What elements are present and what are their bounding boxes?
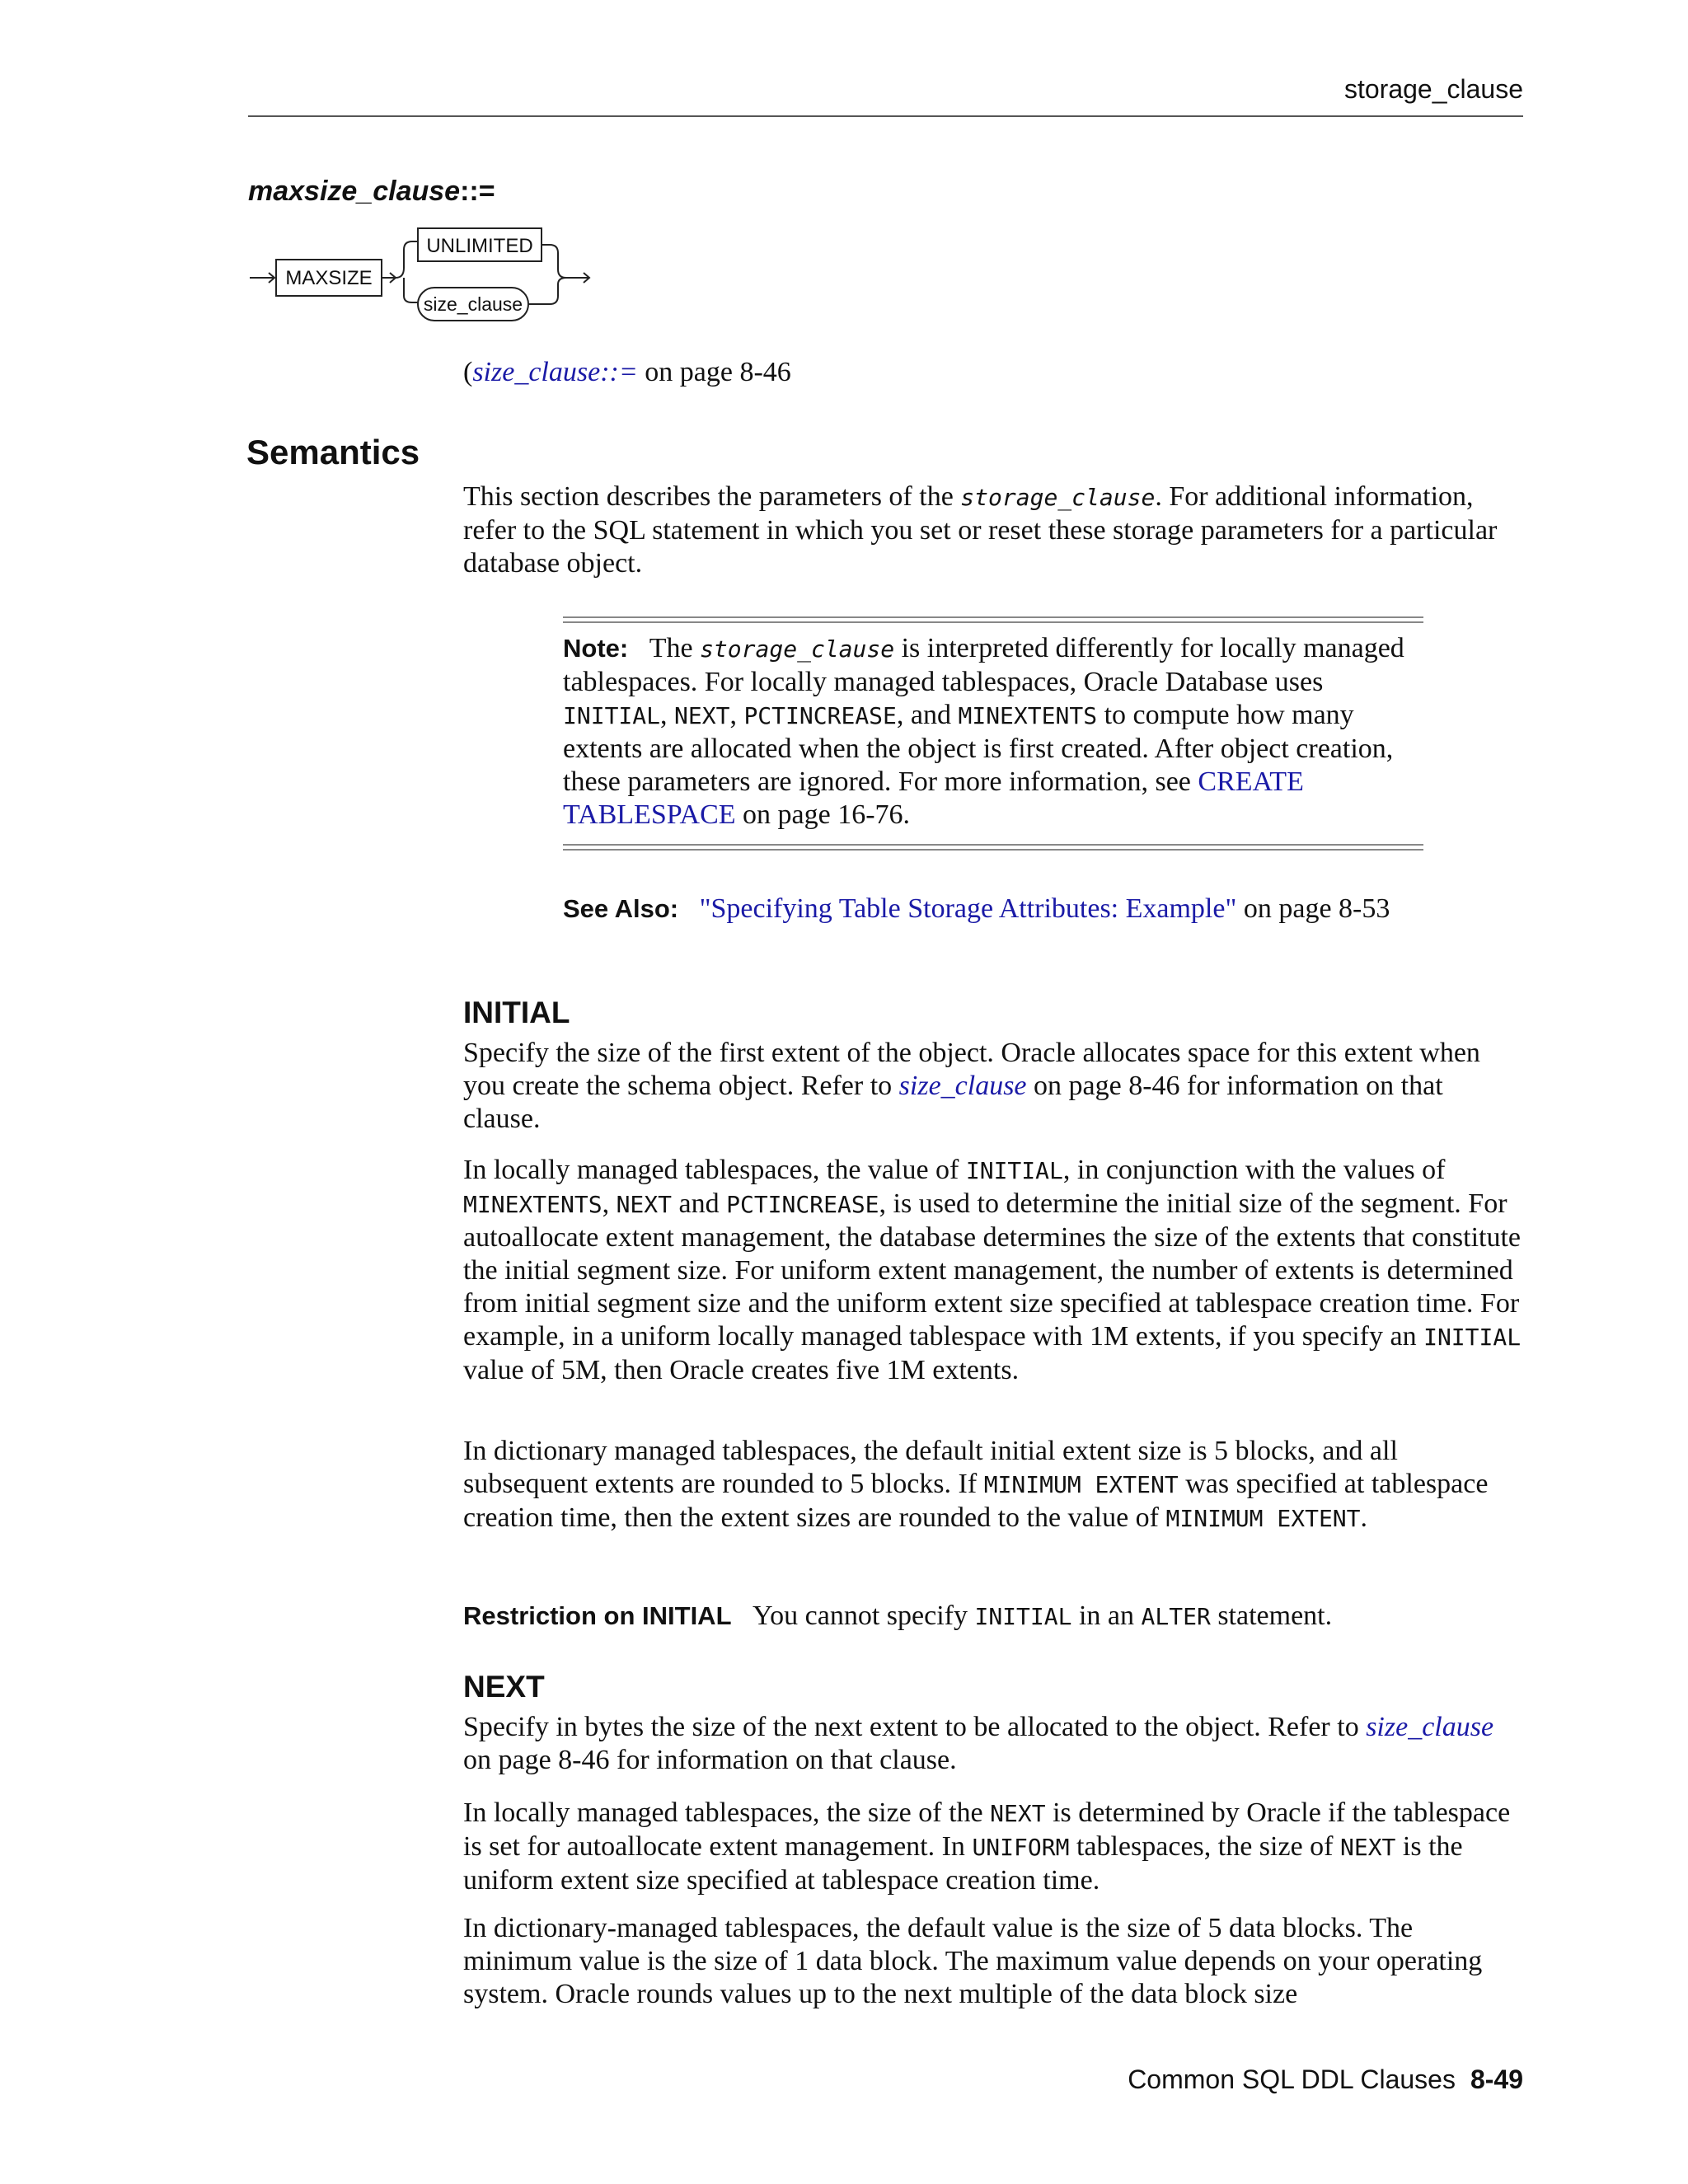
create-tablespace-link[interactable]: CREATE TABLESPACE [563,766,1304,830]
initial-p2-text-d: value of 5M, then Oracle creates five 1M extents. [463,1355,1020,1385]
next-heading: NEXT [463,1670,545,1704]
size-clause-nonterminal: size_clause [423,293,523,315]
initial-paragraph-3 [463,1435,1526,1535]
unlimited-keyword: UNLIMITED [426,235,533,257]
initial-p2-code-initial: INITIAL [965,1157,1063,1184]
grammar-cross-reference [463,357,791,388]
see-also-label: See Also: [563,894,679,923]
restriction-code-initial: INITIAL [974,1603,1072,1630]
next-paragraph-2 [463,1797,1526,1897]
xref-open-paren: ( [463,357,473,387]
initial-p2-code-minextents: MINEXTENTS [463,1191,603,1218]
next-p2-code-next-2: NEXT [1339,1834,1396,1861]
note-code-storage-clause: storage_clause [700,635,895,663]
initial-p2-code-pctincrease: PCTINCREASE [726,1191,879,1218]
note-text-1: The [649,633,701,663]
initial-p3-text-c: . [1360,1502,1368,1533]
upper-branch-out [542,245,566,278]
initial-p1-text-b: on page 8-46 for information on that clause. [463,1071,1443,1134]
initial-p3-code-minimum-extent: MINIMUM EXTENT [983,1471,1179,1498]
size-clause-link-next[interactable] [1366,1712,1493,1742]
initial-p2-text-c: , is used to determine the initial size of the segment. For autoallocate extent management, the database determines the size of the extents that constitute the initial segment size. For uniform extent management, the number of extents is determined from initial segment size and the uniform extent size specified at tablespace creation time. For example, in a uniform locally managed tablespace with 1M extents, if you specify an [463,1188,1522,1352]
syntax-diagram [243,227,606,334]
table-storage-example-link[interactable]: "Specifying Table Storage Attributes: Example" [699,893,1237,924]
note-sep-3: , and [896,700,959,730]
next-paragraph-1 [463,1711,1526,1777]
initial-p2-and: and [672,1188,727,1219]
header-rule [248,115,1523,117]
semantics-intro [463,480,1526,580]
note-label: Note: [563,634,629,663]
note-code-minextents: MINEXTENTS [958,702,1098,729]
next-p2-text-d: is the uniform extent size specified at tablespace creation time. [463,1831,1463,1896]
size-clause-grammar-link-text: size_clause::= [472,357,638,387]
note-code-initial: INITIAL [563,702,661,729]
lower-branch-in [404,278,418,302]
next-p2-text-a: In locally managed tablespaces, the size of the [463,1797,991,1828]
initial-p2-sep: , [602,1188,617,1219]
initial-heading: INITIAL [463,996,570,1029]
note-sep-2: , [729,700,744,730]
initial-p2-code-initial-2: INITIAL [1423,1324,1522,1351]
note-sep-1: , [660,700,675,730]
upper-branch-in [396,241,418,278]
grammar-title-name: maxsize_clause [248,176,461,207]
intro-text-1: This section describes the parameters of the [463,481,961,512]
grammar-title-op: ::= [460,176,495,207]
next-p2-code-uniform: UNIFORM [972,1834,1070,1861]
next-p2-text-c: tablespaces, the size of [1069,1831,1340,1862]
initial-p1-text-a: Specify the size of the first extent of the object. Oracle allocates space for this extent when you create the schema object. Refer to [463,1038,1480,1101]
size-clause-link-initial[interactable] [899,1071,1027,1101]
initial-p2-text-a: In locally managed tablespaces, the value of [463,1155,966,1185]
next-p2-text-b: is determined by Oracle if the tablespace is set for autoallocate extent management. In [463,1797,1511,1862]
note-text-2: is interpreted differently for locally managed tablespaces. For locally managed tablespaces, Oracle Database uses [563,633,1404,697]
initial-p3-code-minimum-extent-2: MINIMUM EXTENT [1165,1505,1361,1532]
note-bottom-rule [563,844,1423,851]
initial-p2-code-next: NEXT [616,1191,673,1218]
see-also-page-text: on page 8-53 [1236,893,1390,924]
initial-p3-text-b: was specified at tablespace creation time, then the extent sizes are rounded to the value of [463,1469,1489,1533]
intro-text-2: . For additional information, refer to the SQL statement in which you set or reset these storage parameters for a particular database object. [463,481,1498,579]
xref-page-text: on page 8-46 [637,357,791,387]
note-top-rule [563,616,1423,623]
running-head: storage_clause [1343,74,1523,104]
restriction-text-c: statement. [1210,1601,1333,1631]
footer-page-number: 8-49 [1470,2064,1523,2094]
next-p1-text-b: on page 8-46 for information on that clause. [463,1745,957,1775]
footer-section-title: Common SQL DDL Clauses [1128,2064,1456,2094]
note-text-3: to compute how many extents are allocated when the object is first created. After object creation, these parameters are ignored. For more information, see [563,700,1394,797]
size-clause-link-next-text: size_clause [1366,1712,1494,1742]
restriction-code-alter: ALTER [1141,1603,1211,1630]
restriction-label: Restriction on INITIAL [463,1601,732,1630]
initial-restriction [463,1600,1526,1633]
note-box [563,632,1423,832]
initial-p2-text-b: , in conjunction with the values of [1062,1155,1446,1185]
intro-code: storage_clause [960,484,1156,511]
note-code-pctincrease: PCTINCREASE [743,702,897,729]
next-p1-text-a: Specify in bytes the size of the next extent to be allocated to the object. Refer to [463,1712,1367,1742]
maxsize-keyword: MAXSIZE [285,267,373,289]
size-clause-grammar-link[interactable] [472,357,637,387]
note-code-next: NEXT [674,702,730,729]
grammar-title [248,176,495,208]
see-also-box [563,893,1423,926]
note-text-4: on page 16-76. [735,799,911,830]
next-paragraph-3: In dictionary-managed tablespaces, the default value is the size of 5 data blocks. The minimum value is the size of 1 data block. The maximum value depends on your operating system. Oracle rounds values up to the next multiple of the data block size [463,1913,1483,2009]
semantics-heading: Semantics [246,433,420,471]
next-p2-code-next: NEXT [990,1800,1046,1827]
size-clause-link-initial-text: size_clause [898,1071,1027,1101]
initial-paragraph-2 [463,1154,1526,1387]
initial-p3-text-a: In dictionary managed tablespaces, the default initial extent size is 5 blocks, and all subsequent extents are rounded to 5 blocks. If [463,1436,1398,1499]
page-footer [1128,2064,1523,2095]
initial-paragraph-1 [463,1037,1526,1136]
restriction-text-b: in an [1071,1601,1142,1631]
restriction-text-a: You cannot specify [753,1601,975,1631]
lower-branch-out [528,278,566,304]
